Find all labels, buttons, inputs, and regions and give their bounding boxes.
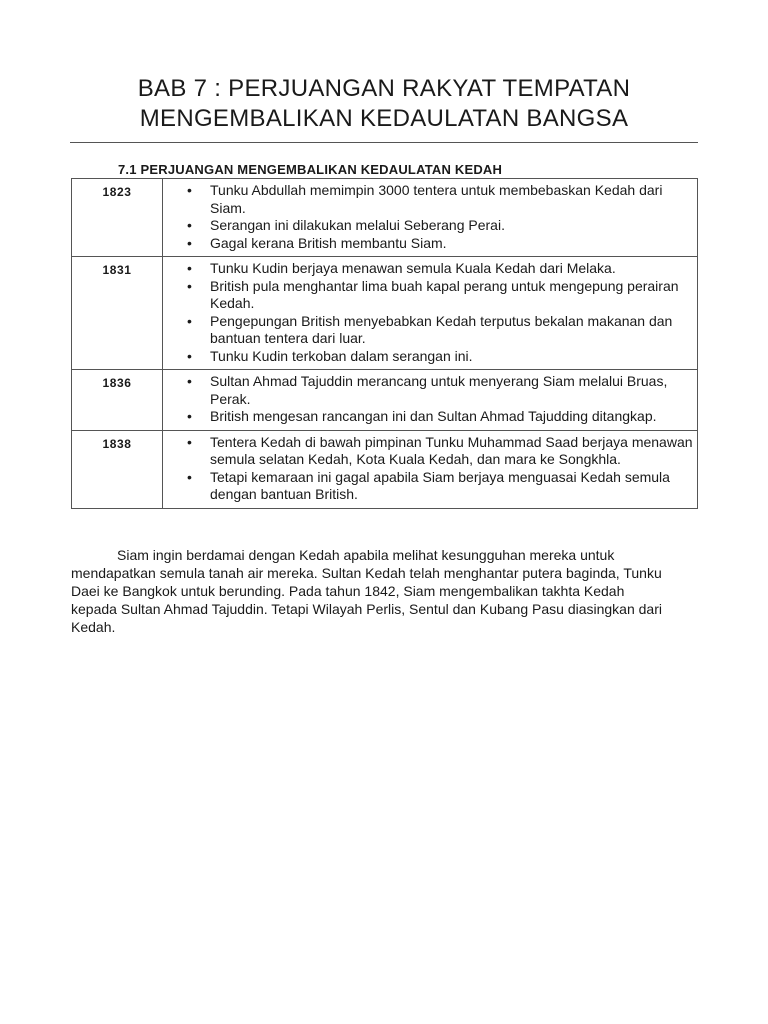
list-item: [163, 313, 693, 348]
event-text: Tetapi kemaraan ini gagal apabila Siam berjaya menguasai Kedah semula dengan bantuan British.: [210, 468, 670, 502]
year-cell: 1823: [72, 179, 163, 257]
event-text: Gagal kerana British membantu Siam.: [210, 234, 447, 251]
table-row: [72, 179, 698, 257]
table-row: [72, 430, 698, 508]
event-list: [163, 182, 693, 252]
timeline-table: [71, 178, 698, 509]
year-cell: 1836: [72, 370, 163, 431]
event-text: Tunku Kudin terkoban dalam serangan ini.: [210, 347, 473, 364]
list-item: [163, 217, 693, 235]
event-text: British mengesan rancangan ini dan Sultan Ahmad Tajudding ditangkap.: [210, 408, 657, 424]
list-item: [163, 182, 693, 217]
chapter-title-line-2: MENGEMBALIKAN KEDAULATAN BANGSA: [139, 105, 629, 132]
list-item: [163, 469, 693, 504]
list-item: [163, 348, 693, 366]
event-text: Serangan ini dilakukan melalui Seberang Perai.: [210, 217, 505, 233]
bullet-icon: •: [187, 468, 192, 485]
bullet-icon: •: [187, 277, 192, 294]
body-paragraph: Siam ingin berdamai dengan Kedah apabila melihat kesungguhan mereka untuk mendapatkan semula tanah air mereka. Sultan Kedah telah menghantar putera baginda, Tunku Daei ke Bangkok untuk berunding. Pada tahun 1842, Siam mengembalikan takhta Kedah kepada Sultan Ahmad Tajuddin. Tetapi Wilayah Perlis, Sentul dan Kubang Pasu diasingkan dari Kedah.: [71, 547, 662, 635]
section-heading: 7.1 PERJUANGAN MENGEMBALIKAN KEDAULATAN KEDAH: [118, 162, 503, 177]
title-divider: [70, 142, 698, 143]
year-cell: 1838: [72, 430, 163, 508]
list-item: [163, 373, 693, 408]
event-text: Tunku Kudin berjaya menawan semula Kuala Kedah dari Melaka.: [210, 260, 616, 276]
bullet-icon: •: [187, 217, 192, 233]
event-text: Pengepungan British menyebabkan Kedah terputus bekalan makanan dan bantuan tentera dari luar.: [210, 312, 673, 346]
event-text: Tunku Abdullah memimpin 3000 tentera untuk membebaskan Kedah dari Siam.: [210, 182, 663, 216]
list-item: [163, 434, 693, 469]
event-text: Tentera Kedah di bawah pimpinan Tunku Muhammad Saad berjaya menawan semula selatan Kedah, Kota Kuala Kedah, dan mara ke Songkhla.: [210, 433, 693, 467]
event-list: [163, 434, 693, 504]
event-text: Sultan Ahmad Tajuddin merancang untuk menyerang Siam melalui Bruas, Perak.: [210, 373, 668, 407]
event-list: [163, 373, 693, 426]
chapter-title: [40, 74, 728, 134]
bullet-icon: •: [187, 234, 192, 251]
chapter-title-line-1: BAB 7 : PERJUANGAN RAKYAT TEMPATAN: [137, 75, 631, 102]
timeline-table-body: [72, 179, 698, 509]
bullet-icon: •: [187, 260, 192, 276]
bullet-icon: •: [187, 347, 192, 364]
bullet-icon: •: [187, 182, 192, 198]
bullet-icon: •: [187, 433, 192, 450]
bullet-icon: •: [187, 373, 192, 389]
events-cell: [163, 257, 698, 370]
year-cell: 1831: [72, 257, 163, 370]
bullet-icon: •: [187, 408, 192, 424]
list-item: [163, 235, 693, 253]
list-item: [163, 260, 693, 278]
table-row: [72, 370, 698, 431]
events-cell: [163, 179, 698, 257]
event-list: [163, 260, 693, 365]
events-cell: [163, 430, 698, 508]
list-item: [163, 278, 693, 313]
events-cell: [163, 370, 698, 431]
table-row: [72, 257, 698, 370]
event-text: British pula menghantar lima buah kapal perang untuk mengepung perairan Kedah.: [210, 277, 679, 311]
bullet-icon: •: [187, 312, 192, 329]
list-item: [163, 408, 693, 426]
